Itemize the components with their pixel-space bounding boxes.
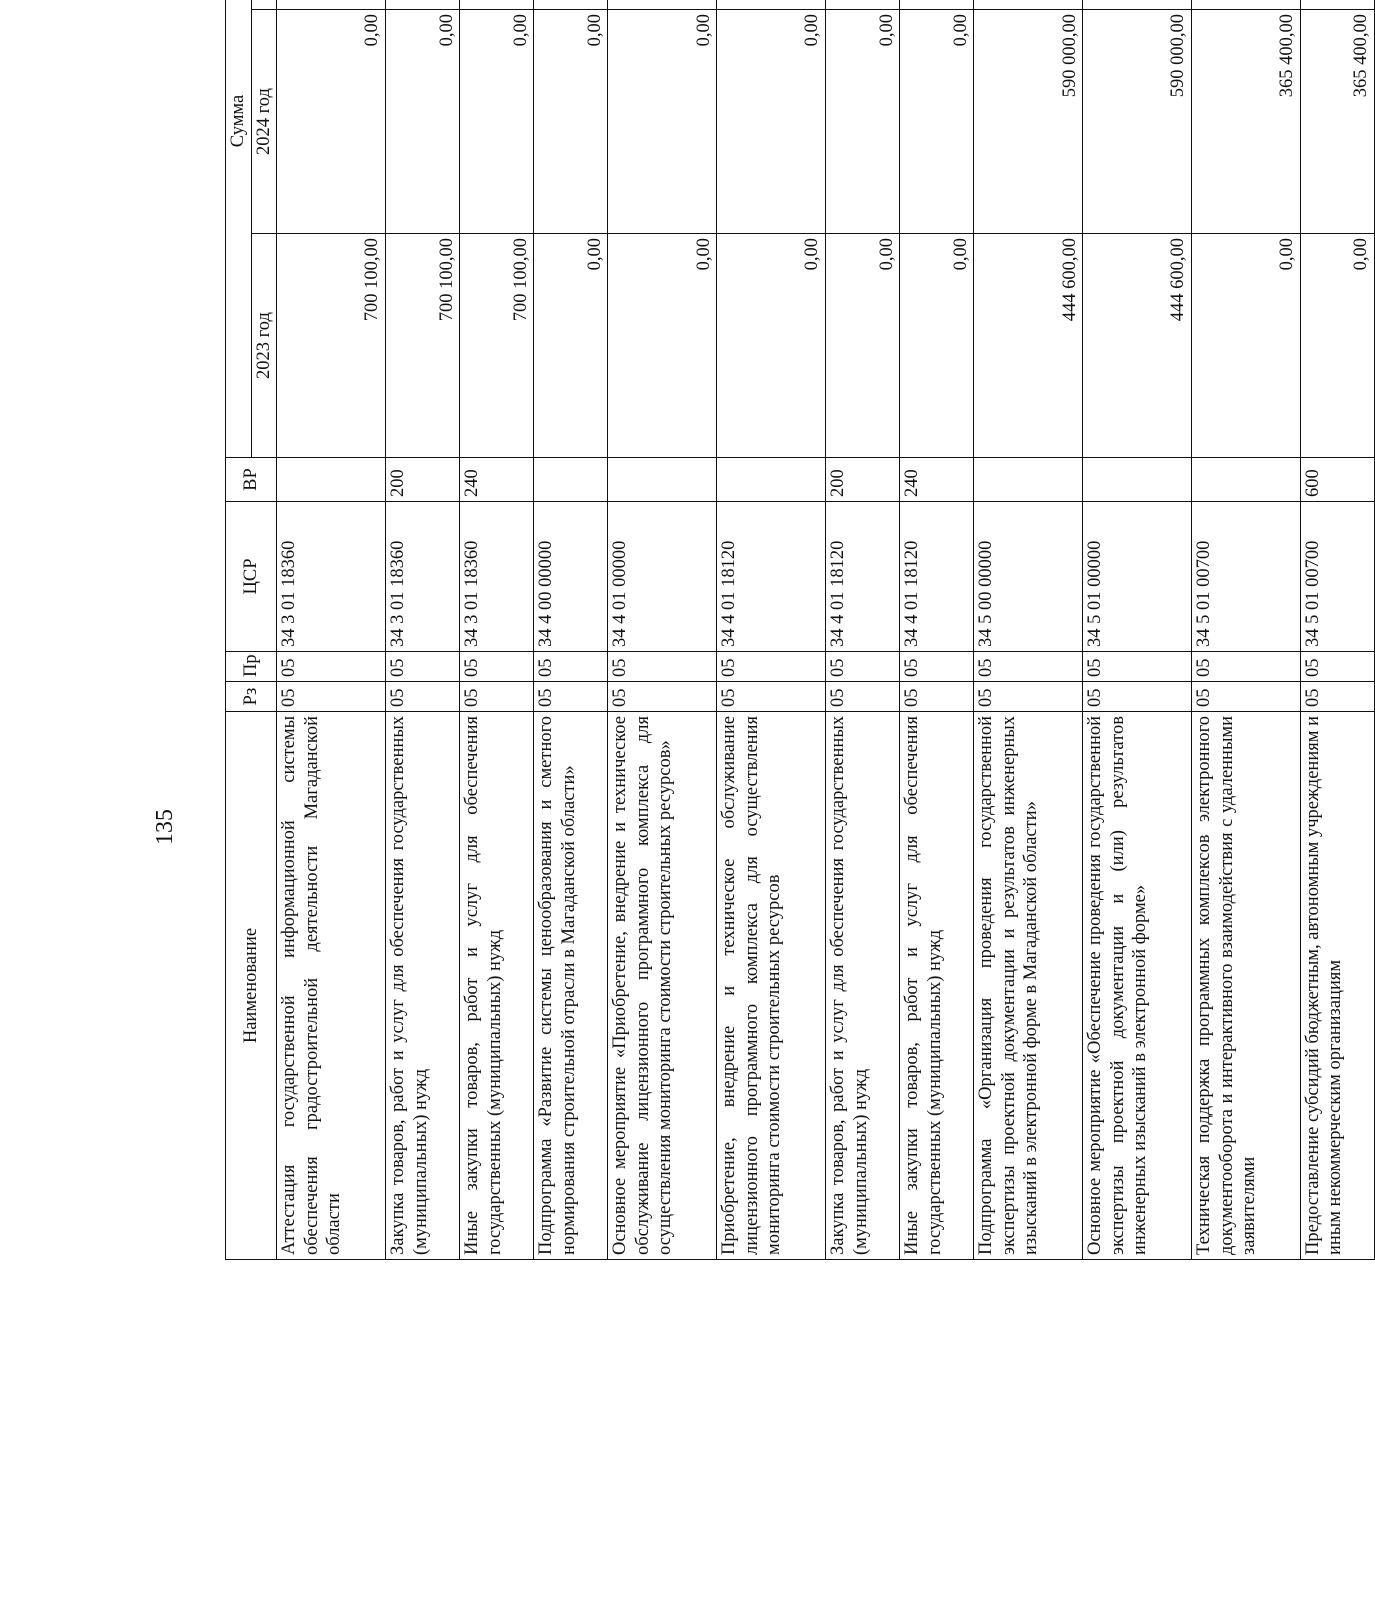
csr-cell: 34 5 01 00700 bbox=[1300, 502, 1374, 652]
name-cell: Подпрограмма «Организация проведения государственной экспертизы проектной документации и результатов инженерных изысканий в электронной форме в Магаданской области» bbox=[974, 712, 1083, 1260]
rotated-table-frame bbox=[225, 14, 1375, 1585]
amount-2025 bbox=[385, 0, 459, 10]
csr-cell: 34 5 00 00000 bbox=[974, 502, 1083, 652]
name-cell: Закупка товаров, работ и услуг для обеспечения государственных (муниципальных) нужд bbox=[385, 712, 459, 1260]
rz-cell: 05 bbox=[826, 682, 900, 712]
table-row bbox=[608, 0, 717, 1260]
header-csr: ЦСР bbox=[226, 502, 277, 652]
vr-cell: 200 bbox=[826, 458, 900, 502]
amount-2023: 700 100,00 bbox=[460, 234, 534, 458]
pr-cell: 05 bbox=[1083, 652, 1192, 682]
table-row bbox=[1191, 0, 1300, 1260]
pr-cell: 05 bbox=[826, 652, 900, 682]
csr-cell: 34 4 00 00000 bbox=[534, 502, 608, 652]
pr-cell: 05 bbox=[1191, 652, 1300, 682]
amount-2025 bbox=[460, 0, 534, 10]
csr-cell: 34 3 01 18360 bbox=[277, 502, 386, 652]
name-cell: Приобретение, внедрение и техническое обслуживание лицензионного программного комплекса для осуществления мониторинга стоимости строительных ресурсов bbox=[717, 712, 826, 1260]
amount-2025 bbox=[717, 0, 826, 10]
amount-2025 bbox=[1083, 0, 1192, 10]
amount-2025 bbox=[826, 0, 900, 10]
amount-2023: 0,00 bbox=[608, 234, 717, 458]
header-name: Наименование bbox=[226, 712, 277, 1260]
page-number: 135 bbox=[152, 809, 178, 845]
table-row bbox=[900, 0, 974, 1260]
vr-cell bbox=[974, 458, 1083, 502]
rz-cell: 05 bbox=[717, 682, 826, 712]
rz-cell: 05 bbox=[534, 682, 608, 712]
amount-2023: 700 100,00 bbox=[277, 234, 386, 458]
name-cell: Иные закупки товаров, работ и услуг для обеспечения государственных (муниципальных) нужд bbox=[900, 712, 974, 1260]
name-cell: Основное мероприятие «Обеспечение проведения государственной экспертизы проектной документации и (или) результатов инженерных изысканий в электронной форме» bbox=[1083, 712, 1192, 1260]
table-row bbox=[460, 0, 534, 1260]
name-cell: Иные закупки товаров, работ и услуг для обеспечения государственных (муниципальных) нужд bbox=[460, 712, 534, 1260]
name-cell: Подпрограмма «Развитие системы ценообразования и сметного нормирования строительной отрасли в Магаданской области» bbox=[534, 712, 608, 1260]
amount-2024: 0,00 bbox=[460, 10, 534, 234]
rz-cell: 05 bbox=[277, 682, 386, 712]
pr-cell: 05 bbox=[277, 652, 386, 682]
rz-cell: 05 bbox=[974, 682, 1083, 712]
amount-2023: 0,00 bbox=[1300, 234, 1374, 458]
pr-cell: 05 bbox=[534, 652, 608, 682]
amount-2023: 0,00 bbox=[1191, 234, 1300, 458]
vr-cell: 600 bbox=[1300, 458, 1374, 502]
amount-2025 bbox=[1191, 0, 1300, 10]
amount-2023: 0,00 bbox=[900, 234, 974, 458]
rz-cell: 05 bbox=[1191, 682, 1300, 712]
header-year-2024: 2024 год bbox=[251, 10, 277, 234]
table-row bbox=[534, 0, 608, 1260]
amount-2024: 0,00 bbox=[534, 10, 608, 234]
vr-cell: 200 bbox=[385, 458, 459, 502]
amount-2024: 0,00 bbox=[277, 10, 386, 234]
table-row bbox=[717, 0, 826, 1260]
vr-cell: 240 bbox=[900, 458, 974, 502]
amount-2024: 365 400,00 bbox=[1191, 10, 1300, 234]
pr-cell: 05 bbox=[900, 652, 974, 682]
name-cell: Закупка товаров, работ и услуг для обеспечения государственных (муниципальных) нужд bbox=[826, 712, 900, 1260]
pr-cell: 05 bbox=[385, 652, 459, 682]
csr-cell: 34 4 01 18120 bbox=[900, 502, 974, 652]
table-row bbox=[974, 0, 1083, 1260]
amount-2025 bbox=[974, 0, 1083, 10]
table-row bbox=[1083, 0, 1192, 1260]
header-pr: Пр bbox=[226, 652, 277, 682]
table-row bbox=[826, 0, 900, 1260]
csr-cell: 34 5 01 00700 bbox=[1191, 502, 1300, 652]
csr-cell: 34 4 01 00000 bbox=[608, 502, 717, 652]
name-cell: Основное мероприятие «Приобретение, внедрение и техническое обслуживание лицензионного программного комплекса для осуществления мониторинга стоимости строительных ресурсов» bbox=[608, 712, 717, 1260]
table-row bbox=[385, 0, 459, 1260]
header-year-2025 bbox=[251, 0, 277, 10]
csr-cell: 34 3 01 18360 bbox=[385, 502, 459, 652]
vr-cell: 240 bbox=[460, 458, 534, 502]
table-row bbox=[277, 0, 386, 1260]
amount-2025 bbox=[277, 0, 386, 10]
rz-cell: 05 bbox=[460, 682, 534, 712]
header-sum: Сумма bbox=[226, 0, 252, 458]
amount-2025 bbox=[534, 0, 608, 10]
name-cell: Аттестация государственной информационной системы обеспечения градостроительной деятельности Магаданской области bbox=[277, 712, 386, 1260]
amount-2023: 0,00 bbox=[717, 234, 826, 458]
vr-cell bbox=[534, 458, 608, 502]
csr-cell: 34 4 01 18120 bbox=[717, 502, 826, 652]
csr-cell: 34 5 01 00000 bbox=[1083, 502, 1192, 652]
vr-cell bbox=[717, 458, 826, 502]
vr-cell bbox=[1191, 458, 1300, 502]
amount-2024: 0,00 bbox=[608, 10, 717, 234]
amount-2023: 444 600,00 bbox=[974, 234, 1083, 458]
pr-cell: 05 bbox=[608, 652, 717, 682]
amount-2024: 0,00 bbox=[826, 10, 900, 234]
amount-2024: 590 000,00 bbox=[1083, 10, 1192, 234]
rz-cell: 05 bbox=[900, 682, 974, 712]
amount-2023: 700 100,00 bbox=[385, 234, 459, 458]
amount-2025 bbox=[900, 0, 974, 10]
csr-cell: 34 3 01 18360 bbox=[460, 502, 534, 652]
pr-cell: 05 bbox=[974, 652, 1083, 682]
amount-2024: 590 000,00 bbox=[974, 10, 1083, 234]
header-row-1 bbox=[226, 0, 252, 1260]
amount-2024: 0,00 bbox=[385, 10, 459, 234]
header-vr: ВР bbox=[226, 458, 277, 502]
csr-cell: 34 4 01 18120 bbox=[826, 502, 900, 652]
rz-cell: 05 bbox=[608, 682, 717, 712]
pr-cell: 05 bbox=[460, 652, 534, 682]
rz-cell: 05 bbox=[1300, 682, 1374, 712]
amount-2024: 365 400,00 bbox=[1300, 10, 1374, 234]
table-body bbox=[277, 0, 1375, 1260]
name-cell: Техническая поддержка программных комплексов электронного документооборота и интерактивного взаимодействия с удаленными заявителями bbox=[1191, 712, 1300, 1260]
header-rz: Рз bbox=[226, 682, 277, 712]
rz-cell: 05 bbox=[385, 682, 459, 712]
amount-2023: 0,00 bbox=[534, 234, 608, 458]
rz-cell: 05 bbox=[1083, 682, 1192, 712]
vr-cell bbox=[1083, 458, 1192, 502]
pr-cell: 05 bbox=[1300, 652, 1374, 682]
amount-2024: 0,00 bbox=[717, 10, 826, 234]
amount-2023: 0,00 bbox=[826, 234, 900, 458]
pr-cell: 05 bbox=[717, 652, 826, 682]
amount-2023: 444 600,00 bbox=[1083, 234, 1192, 458]
budget-table bbox=[225, 0, 1375, 1260]
table-row bbox=[1300, 0, 1374, 1260]
amount-2025 bbox=[608, 0, 717, 10]
header-year-2023: 2023 год bbox=[251, 234, 277, 458]
amount-2025 bbox=[1300, 0, 1374, 10]
vr-cell bbox=[277, 458, 386, 502]
vr-cell bbox=[608, 458, 717, 502]
amount-2024: 0,00 bbox=[900, 10, 974, 234]
name-cell: Предоставление субсидий бюджетным, автономным учреждениям и иным некоммерческим организациям bbox=[1300, 712, 1374, 1260]
